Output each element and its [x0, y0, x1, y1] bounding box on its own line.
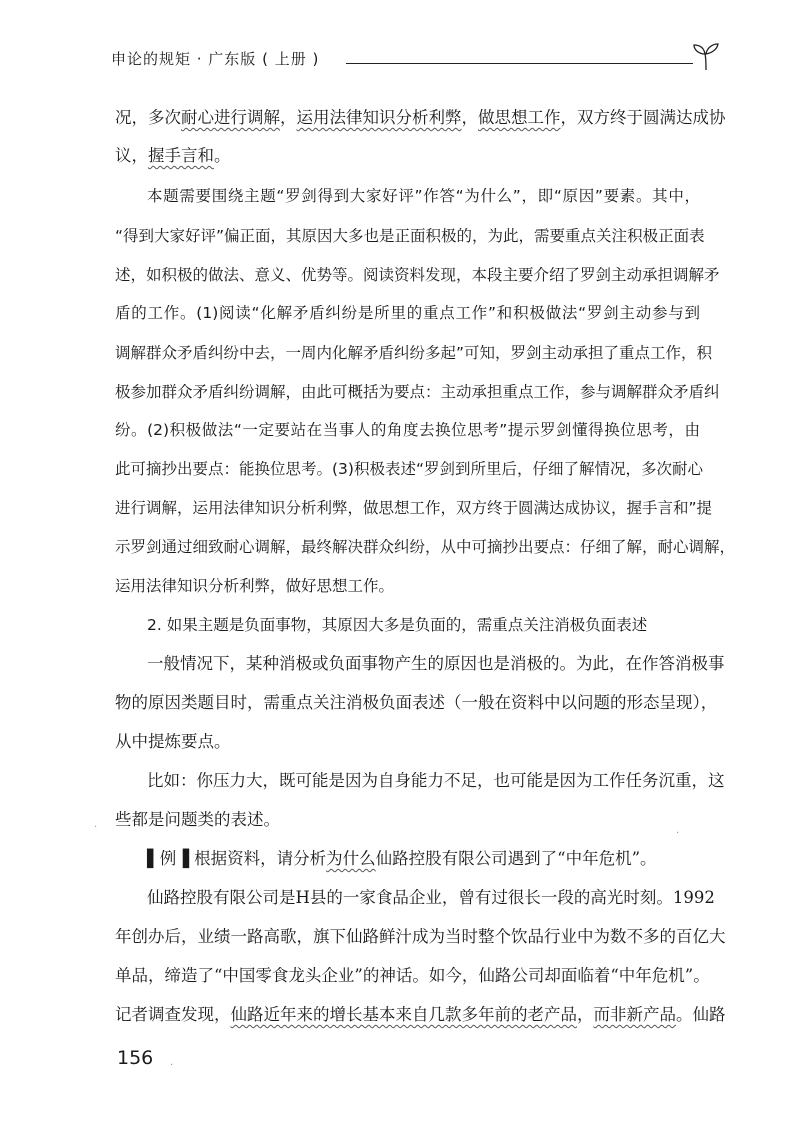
text-line-22: 年创办后，业绩一路高歌，旗下仙路鲜汁成为当时整个饮品行业中为数不多的百亿大 — [115, 927, 726, 946]
text-line-3: 本题需要围绕主题“罗剑得到大家好评”作答“为什么”，即“原因”要素。其中， — [147, 187, 700, 205]
text-line-4: “得到大家好评”偏正面，其原因大多也是正面积极的，为此，需要重点关注积极正面表 — [115, 227, 705, 245]
scan-speck: · — [676, 828, 680, 839]
text-line-18: 比如：你压力大，既可能是因为自身能力不足，也可能是因为工作任务沉重，这 — [147, 771, 725, 790]
text-line-16: 物的原因类题目时，需重点关注消极负面表述（一般在资料中以问题的形态呈现）， — [115, 693, 718, 712]
running-header — [111, 40, 721, 80]
text-line-9: 纷。(2)积极做法“一定要站在当事人的角度去换位思考”提示罗剑懂得换位思考，由 — [115, 421, 700, 439]
text-line-7: 调解群众矛盾纠纷中去，一周内化解矛盾纠纷多起”可知，罗剑主动承担了重点工作，积 — [115, 344, 713, 362]
text-line-17: 从中提炼要点。 — [115, 732, 231, 751]
example-tag: ▌例▐ — [147, 849, 189, 868]
scan-speck: · — [94, 822, 98, 833]
text-line-1: 况，多次耐心进行调解，运用法律知识分析利弊，做思想工作，双方终于圆满达成协 — [115, 108, 726, 127]
book-title: 申论的规矩 · 广东版 ( 上册 ) — [111, 50, 320, 68]
text-line-8: 极参加群众矛盾纠纷调解，由此可概括为要点：主动承担重点工作，参与调解群众矛盾纠 — [115, 383, 720, 401]
example-prompt: ▌例▐ 根据资料，请分析为什么仙路控股有限公司遇到了“中年危机”。 — [147, 849, 657, 868]
scan-speck: · — [170, 1060, 174, 1071]
page-number: 156 — [117, 1047, 154, 1069]
text-line-23: 单品，缔造了“中国零食龙头企业”的神话。如今，仙路公司却面临着“中年危机”。 — [115, 966, 710, 985]
text-line-19: 些都是问题类的表述。 — [115, 810, 280, 829]
text-line-6: 盾的工作。(1)阅读“化解矛盾纠纷是所里的重点工作”和积极做法“罗剑主动参与到 — [115, 304, 700, 322]
text-line-15: 一般情况下，某种消极或负面事物产生的原因也是消极的。为此，在作答消极事 — [147, 654, 725, 673]
text-line-10: 此可摘抄出要点：能换位思考。(3)积极表述“罗剑到所里后，仔细了解情况，多次耐心 — [115, 460, 703, 478]
text-line-2: 议，握手言和。 — [115, 146, 231, 165]
text-line-5: 述，如积极的做法、意义、优势等。阅读资料发现，本段主要介绍了罗剑主动承担调解矛 — [115, 266, 720, 284]
text-line-21: 仙路控股有限公司是H县的一家食品企业，曾有过很长一段的高光时刻。1992 — [147, 888, 715, 907]
text-line-24: 记者调查发现，仙路近年来的增长基本来自几款多年前的老产品，而非新产品。仙路 — [115, 1005, 726, 1024]
text-line-13: 运用法律知识分析利弊，做好思想工作。 — [115, 577, 395, 595]
text-line-11: 进行调解，运用法律知识分析利弊，做思想工作，双方终于圆满达成协议，握手言和”提 — [115, 499, 713, 517]
header-rule — [346, 63, 693, 64]
sprout-icon — [691, 40, 721, 72]
text-line-12: 示罗剑通过细致耐心调解，最终解决群众纠纷，从中可摘抄出要点：仔细了解，耐心调解， — [115, 538, 736, 556]
section-heading-2: 2. 如果主题是负面事物，其原因大多是负面的，需重点关注消极负面表述 — [147, 616, 648, 634]
